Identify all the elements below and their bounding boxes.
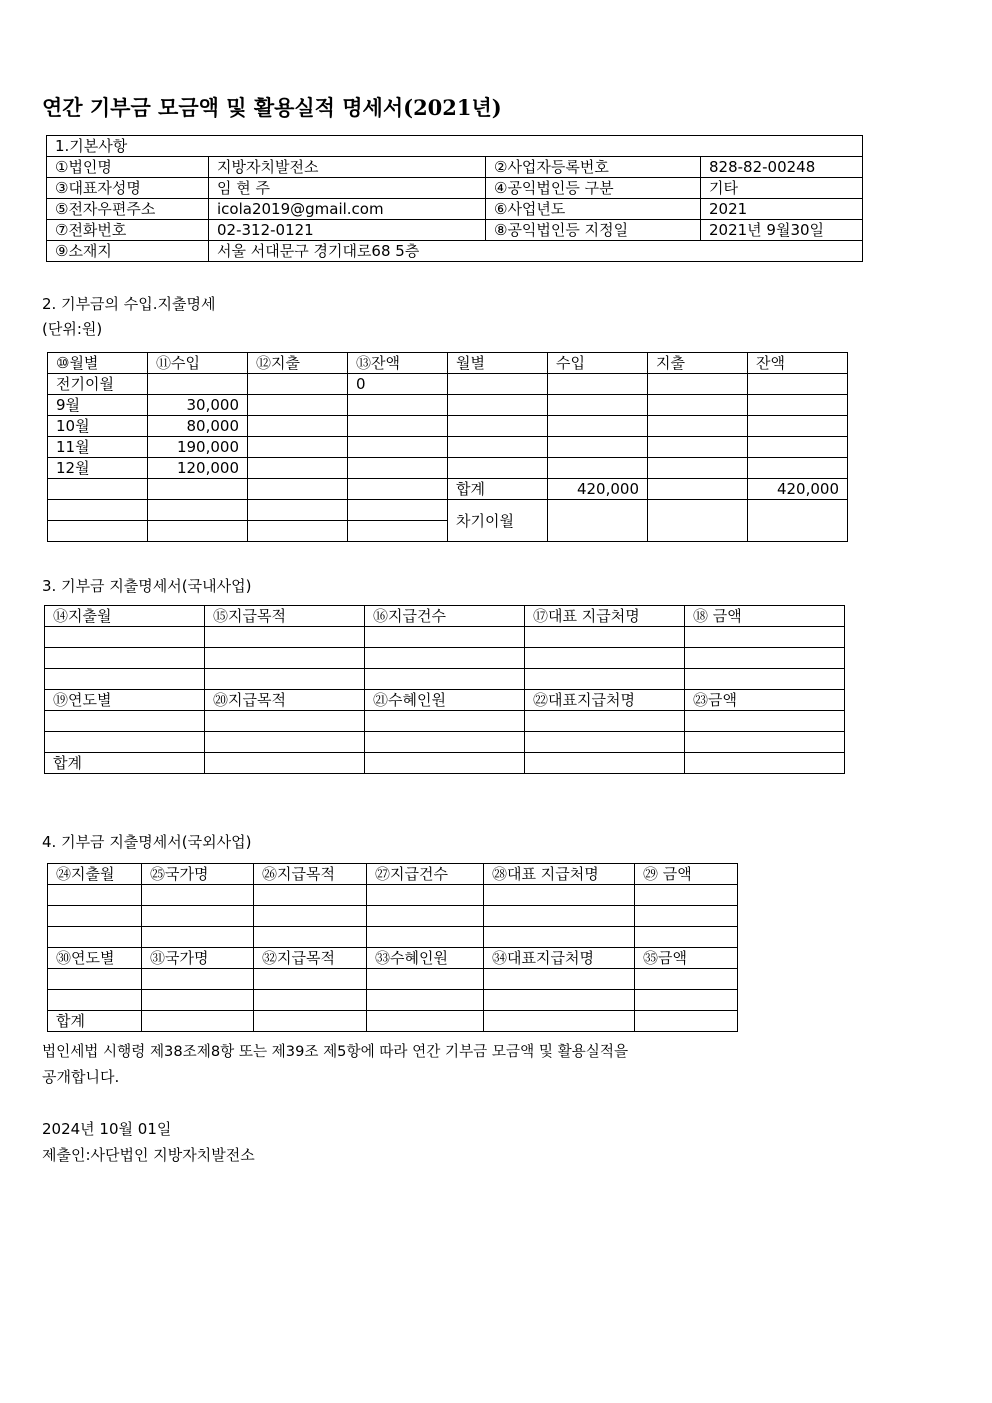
table-header-row bbox=[48, 353, 848, 374]
business-year-label: ⑥사업년도 bbox=[486, 199, 701, 220]
table-row bbox=[45, 753, 845, 774]
basic-info-table bbox=[46, 135, 863, 262]
carry-out-label: 차기이월 bbox=[448, 500, 548, 542]
designation-date-label: ⑧공익법인등 지정일 bbox=[486, 220, 701, 241]
col-month-2: 월별 bbox=[448, 353, 548, 374]
col-expense-month: ⑭지출월 bbox=[45, 606, 205, 627]
carry-in-balance: 0 bbox=[348, 374, 448, 395]
table-row bbox=[48, 500, 848, 521]
total-label: 합계 bbox=[448, 479, 548, 500]
table-row bbox=[48, 395, 848, 416]
col-purpose: ㉖지급목적 bbox=[254, 864, 367, 885]
phone-label: ⑦전화번호 bbox=[47, 220, 209, 241]
table-row bbox=[48, 479, 848, 500]
email-value: icola2019@gmail.com bbox=[209, 199, 486, 220]
business-number-label: ②사업자등록번호 bbox=[486, 157, 701, 178]
table-row bbox=[48, 885, 738, 906]
income-cell: 30,000 bbox=[148, 395, 248, 416]
col-payment-count: ㉗지급건수 bbox=[367, 864, 484, 885]
statement-line-2: 공개합니다. bbox=[42, 1068, 120, 1086]
table-row bbox=[45, 669, 845, 690]
table-header-row bbox=[45, 606, 845, 627]
table-header-row bbox=[48, 948, 738, 969]
statement-line-1: 법인세법 시행령 제38조제8항 또는 제39조 제5항에 따라 연간 기부금 모금액 및 활용실적을 bbox=[42, 1043, 629, 1060]
phone-value: 02-312-0121 bbox=[209, 220, 486, 241]
col-amount-2: ㉓금액 bbox=[685, 690, 845, 711]
col-balance: ⑬잔액 bbox=[348, 353, 448, 374]
total-label: 합계 bbox=[48, 1011, 142, 1032]
corp-name-value: 지방자치발전소 bbox=[209, 157, 486, 178]
col-amount: ⑱ 금액 bbox=[685, 606, 845, 627]
col-amount: ㉙ 금액 bbox=[635, 864, 738, 885]
info-row bbox=[47, 157, 863, 178]
table-row bbox=[45, 732, 845, 753]
col-expense-month: ㉔지출월 bbox=[48, 864, 142, 885]
col-income-2: 수입 bbox=[548, 353, 648, 374]
month-cell: 11월 bbox=[48, 437, 148, 458]
month-cell: 9월 bbox=[48, 395, 148, 416]
overseas-expense-table bbox=[47, 863, 738, 1032]
email-label: ⑤전자우편주소 bbox=[47, 199, 209, 220]
info-row bbox=[47, 178, 863, 199]
section4-heading: 4. 기부금 지출명세서(국외사업) bbox=[42, 833, 252, 851]
col-balance-2: 잔액 bbox=[748, 353, 848, 374]
col-payment-count: ⑯지급건수 bbox=[365, 606, 525, 627]
section2-heading: 2. 기부금의 수입.지출명세 bbox=[42, 295, 216, 313]
col-expense: ⑫지출 bbox=[248, 353, 348, 374]
public-corp-type-label: ④공익법인등 구분 bbox=[486, 178, 701, 199]
total-income: 420,000 bbox=[548, 479, 648, 500]
table-row bbox=[45, 627, 845, 648]
representative-label: ③대표자성명 bbox=[47, 178, 209, 199]
section3-heading: 3. 기부금 지출명세서(국내사업) bbox=[42, 577, 252, 595]
table-row bbox=[48, 437, 848, 458]
col-payee-2: ㉒대표지급처명 bbox=[525, 690, 685, 711]
col-income: ⑪수입 bbox=[148, 353, 248, 374]
total-balance: 420,000 bbox=[748, 479, 848, 500]
domestic-expense-table bbox=[44, 605, 845, 774]
business-number-value: 828-82-00248 bbox=[701, 157, 863, 178]
info-row bbox=[47, 199, 863, 220]
month-cell: 12월 bbox=[48, 458, 148, 479]
col-country-2: ㉛국가명 bbox=[142, 948, 254, 969]
table-header-row bbox=[48, 864, 738, 885]
section1-heading: 1.기본사항 bbox=[47, 136, 863, 157]
address-value: 서울 서대문구 경기대로68 5층 bbox=[209, 241, 863, 262]
col-month: ⑩월별 bbox=[48, 353, 148, 374]
col-expense-2: 지출 bbox=[648, 353, 748, 374]
col-beneficiaries: ㉑수혜인원 bbox=[365, 690, 525, 711]
col-amount-2: ㉟금액 bbox=[635, 948, 738, 969]
table-header-row bbox=[45, 690, 845, 711]
col-purpose: ⑮지급목적 bbox=[205, 606, 365, 627]
table-row bbox=[48, 927, 738, 948]
table-row bbox=[48, 416, 848, 437]
table-row bbox=[48, 458, 848, 479]
table-row bbox=[45, 711, 845, 732]
carry-in-label: 전기이월 bbox=[48, 374, 148, 395]
col-year: ㉚연도별 bbox=[48, 948, 142, 969]
table-row bbox=[48, 990, 738, 1011]
unit-label: (단위:원) bbox=[42, 320, 103, 338]
month-cell: 10월 bbox=[48, 416, 148, 437]
info-row bbox=[47, 220, 863, 241]
representative-value: 임 현 주 bbox=[209, 178, 486, 199]
address-label: ⑨소재지 bbox=[47, 241, 209, 262]
col-payee: ⑰대표 지급처명 bbox=[525, 606, 685, 627]
submission-date: 2024년 10월 01일 bbox=[42, 1120, 172, 1138]
public-corp-type-value: 기타 bbox=[701, 178, 863, 199]
col-beneficiaries: ㉝수혜인원 bbox=[367, 948, 484, 969]
income-cell: 190,000 bbox=[148, 437, 248, 458]
col-year: ⑲연도별 bbox=[45, 690, 205, 711]
income-cell: 120,000 bbox=[148, 458, 248, 479]
col-payee: ㉘대표 지급처명 bbox=[484, 864, 635, 885]
col-purpose-2: ㉜지급목적 bbox=[254, 948, 367, 969]
business-year-value: 2021 bbox=[701, 199, 863, 220]
table-row bbox=[48, 1011, 738, 1032]
table-row bbox=[45, 648, 845, 669]
submitter: 제출인:사단법인 지방자치발전소 bbox=[42, 1146, 255, 1164]
col-country: ㉕국가명 bbox=[142, 864, 254, 885]
income-cell: 80,000 bbox=[148, 416, 248, 437]
info-row bbox=[47, 241, 863, 262]
corp-name-label: ①법인명 bbox=[47, 157, 209, 178]
total-label: 합계 bbox=[45, 753, 205, 774]
table-row bbox=[48, 906, 738, 927]
col-payee-2: ㉞대표지급처명 bbox=[484, 948, 635, 969]
col-purpose-2: ⑳지급목적 bbox=[205, 690, 365, 711]
document-title: 연간 기부금 모금액 및 활용실적 명세서(2021년) bbox=[42, 95, 502, 120]
income-expense-table bbox=[47, 352, 848, 542]
designation-date-value: 2021년 9월30일 bbox=[701, 220, 863, 241]
table-row bbox=[48, 374, 848, 395]
table-row bbox=[48, 969, 738, 990]
